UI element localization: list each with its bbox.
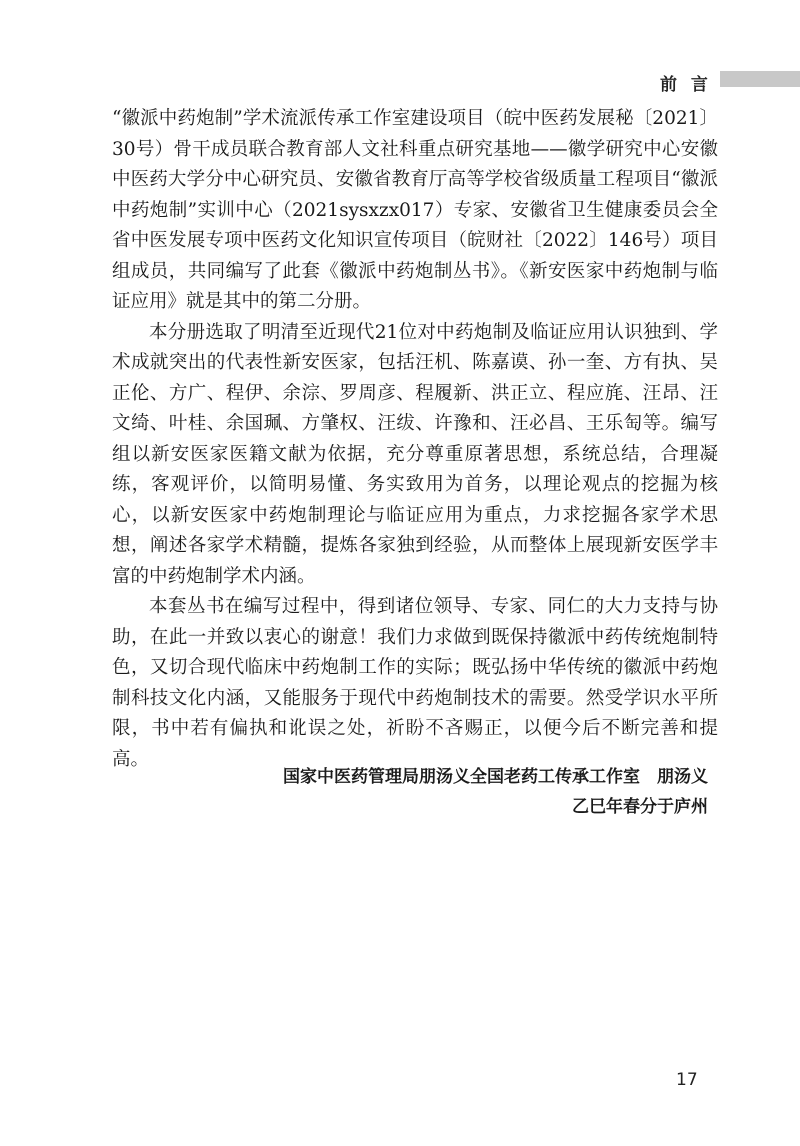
signature-date-place: 乙巳年春分于庐州 xyxy=(572,797,708,817)
paragraph-1: “徽派中药炮制”学术流派传承工作室建设项目（皖中医药发展秘〔2021〕30号）骨干成员联合教育部人文社科重点研究基地——徽学研究中心安徽中医药大学分中心研究员、安徽省教育厅高等学校省级质量工程项目“徽派中药炮制”实训中心（2021sysxzx017）专家、安徽省卫生健康委员会全省中医发展专项中医药文化知识宣传项目（皖财社〔2022〕146号）项目组成员，共同编写了此套《徽派中药炮制丛书》。《新安医家中药炮制与临证应用》就是其中的第二分册。 xyxy=(112,108,718,312)
section-title: 前 言 xyxy=(660,75,712,95)
page-number: 17 xyxy=(676,1070,698,1090)
preface-body xyxy=(112,104,718,775)
signature-affiliation: 国家中医药管理局朋汤义全国老药工传承工作室 朋汤义 xyxy=(283,767,708,787)
paragraph-2: 本分册选取了明清至近现代21位对中药炮制及临证应用认识独到、学术成就突出的代表性新安医家，包括汪机、陈嘉谟、孙一奎、方有执、吴正伦、方广、程伊、余淙、罗周彦、程履新、洪正立、程应旄、汪昂、汪文绮、叶桂、余国珮、方肇权、汪绂、许豫和、汪必昌、王乐匋等。编写组以新安医家医籍文献为依据，充分尊重原著思想，系统总结，合理凝练，客观评价，以简明易懂、务实致用为首务，以理论观点的挖掘为核心，以新安医家中药炮制理论与临证应用为重点，力求挖掘各家学术思想，阐述各家学术精髓，提炼各家独到经验，从而整体上展现新安医学丰富的中药炮制学术内涵。 xyxy=(112,321,718,587)
paragraph-3: 本套丛书在编写过程中，得到诸位领导、专家、同仁的大力支持与协助，在此一并致以衷心的谢意！我们力求做到既保持徽派中药传统炮制特色，又切合现代临床中药炮制工作的实际；既弘扬中华传统的徽派中药炮制科技文化内涵，又能服务于现代中药炮制技术的需要。然受学识水平所限，书中若有偏执和讹误之处，祈盼不吝赐正，以便今后不断完善和提高。 xyxy=(112,596,718,770)
header-decoration-bar xyxy=(720,71,800,87)
